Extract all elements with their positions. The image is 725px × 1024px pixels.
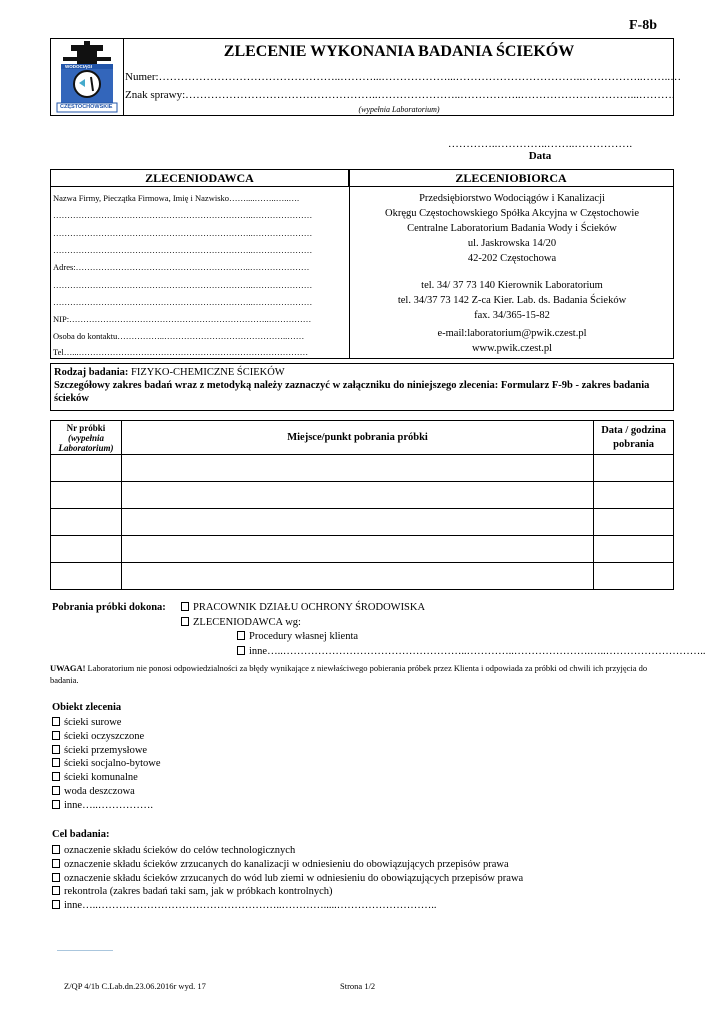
sampling-option-staff-label: PRACOWNIK DZIAŁU OCHRONY ŚRODOWISKA	[193, 602, 426, 613]
research-type-value: FIZYKO-CHEMICZNE ŚCIEKÓW	[131, 367, 285, 378]
contractor-line: ul. Jaskrowska 14/20	[467, 238, 557, 249]
logo-text-top: WODOCIĄGI	[65, 64, 92, 69]
date-label: Data	[528, 150, 552, 162]
list-item-label: woda deszczowa	[64, 785, 135, 797]
sampling-label: Pobrania próbki dokona:	[52, 602, 166, 613]
checkbox[interactable]	[52, 859, 60, 868]
client-line-field[interactable]: ……………………………………………………………..…………………	[53, 297, 313, 307]
column-divider	[349, 170, 350, 358]
parties-table	[50, 169, 674, 359]
sampling-option-client-label: ZLECENIODAWCA wg:	[193, 617, 301, 628]
contractor-contact: fax. 34/365-15-82	[474, 310, 550, 321]
list-item[interactable]	[52, 716, 161, 730]
sampling-option-staff[interactable]	[181, 602, 425, 613]
client-name-field[interactable]: Nazwa Firmy, Pieczątka Firmowa, Imię i Nazwisko……....……..…..….	[53, 193, 300, 203]
list-item[interactable]	[52, 757, 161, 771]
checkbox[interactable]	[181, 602, 189, 611]
checkbox[interactable]	[52, 745, 60, 754]
list-item[interactable]	[52, 858, 523, 872]
checkbox[interactable]	[52, 886, 60, 895]
footer-divider	[57, 950, 113, 951]
sample-number-cell[interactable]	[51, 455, 122, 482]
client-header: ZLECENIODAWCA	[51, 170, 349, 187]
sample-date-cell[interactable]	[594, 536, 674, 563]
object-list	[52, 716, 161, 813]
form-code: F-8b	[629, 18, 657, 33]
list-item-label: ścieki socjalno-bytowe	[64, 758, 161, 770]
client-contact-person-field[interactable]: Osoba do kontaktu……………..……………………………………..……	[53, 331, 305, 341]
list-item-label: ścieki komunalne	[64, 772, 138, 784]
contractor-header: ZLECENIOBIORCA	[349, 170, 673, 187]
numer-field[interactable]: Numer:…………………………………………..………...………………...……………………………..……………..……..…	[125, 71, 682, 83]
document-id: Z/QP 4/1b C.Lab.dn.23.06.2016r wyd. 17	[64, 981, 206, 991]
sample-place-cell[interactable]	[121, 509, 593, 536]
laboratory-note: (wypełnia Laboratorium)	[358, 105, 440, 114]
list-item-label: inne…..……………………………………………..………….....………………………..	[64, 900, 437, 912]
client-address-field[interactable]: Adres:……………………………………………………..…………………	[53, 262, 310, 272]
sample-place-cell[interactable]	[121, 455, 593, 482]
sampling-option-own-procedure[interactable]	[237, 631, 358, 642]
checkbox[interactable]	[52, 800, 60, 809]
list-item[interactable]	[52, 785, 161, 799]
list-item-label: inne…..…………….	[64, 799, 153, 811]
client-line-field[interactable]: ……………………………………………………………..…………………	[53, 210, 313, 220]
checkbox[interactable]	[237, 631, 245, 640]
table-row	[51, 482, 674, 509]
table-row	[51, 509, 674, 536]
sample-place-cell[interactable]	[121, 482, 593, 509]
contractor-contact: tel. 34/37 73 142 Z-ca Kier. Lab. ds. Badania Ścieków	[397, 295, 627, 306]
checkbox[interactable]	[52, 758, 60, 767]
list-item[interactable]	[52, 799, 161, 813]
list-item-label: oznaczenie składu ścieków do celów technologicznych	[64, 845, 296, 856]
list-item[interactable]	[52, 844, 523, 858]
samples-table	[50, 420, 674, 590]
sample-number-cell[interactable]	[51, 536, 122, 563]
contractor-line: Okręgu Częstochowskiego Spółka Akcyjna w Częstochowie	[385, 208, 639, 219]
sample-number-label: Nr próbki	[66, 422, 106, 433]
client-line-field[interactable]: ……………………………………………………………..…………………	[53, 280, 313, 290]
sampling-option-own-procedure-label: Procedury własnej klienta	[249, 631, 359, 642]
company-logo	[51, 39, 124, 115]
list-item[interactable]	[52, 730, 161, 744]
research-scope-text: Szczegółowy zakres badań wraz z metodyką należy zaznaczyć w załączniku do niniejszego zlecenia: Formularz F-9b - zakres badania ścieków	[54, 380, 650, 404]
sample-date-cell[interactable]	[594, 482, 674, 509]
sample-place-cell[interactable]	[121, 563, 593, 590]
warning-note	[50, 662, 674, 686]
list-item-label: rekontrola (zakres badań taki sam, jak w próbkach kontrolnych)	[64, 886, 333, 898]
checkbox[interactable]	[52, 717, 60, 726]
checkbox[interactable]	[52, 900, 60, 909]
list-item-label: ścieki przemysłowe	[64, 744, 148, 756]
sample-number-cell[interactable]	[51, 509, 122, 536]
checkbox[interactable]	[52, 873, 60, 882]
form-title: ZLECENIE WYKONANIA BADANIA ŚCIEKÓW	[223, 43, 575, 60]
sample-date-cell[interactable]	[594, 509, 674, 536]
object-title: Obiekt zlecenia	[52, 702, 122, 713]
contractor-line: Centralne Laboratorium Badania Wody i Ścieków	[407, 223, 617, 234]
list-item-label: oznaczenie składu ścieków zrzucanych do kanalizacji w odniesieniu do obowiązujących przepisów prawa	[64, 858, 509, 870]
list-item-label: ścieki surowe	[64, 717, 122, 728]
client-nip-field[interactable]: NIP:……………………………………………………………..……………	[53, 314, 312, 324]
sampling-option-client[interactable]	[181, 617, 301, 628]
sample-date-cell[interactable]	[594, 563, 674, 590]
research-type-label: Rodzaj badania:	[54, 367, 129, 378]
form-header	[50, 38, 682, 116]
client-phone-field[interactable]: Tel…...………………………………………………………………………	[53, 347, 309, 357]
sampling-option-other-label: inne…..……………………………………………..…………..………………….…..………………………..	[249, 646, 706, 657]
checkbox[interactable]	[237, 646, 245, 655]
table-row	[51, 563, 674, 590]
checkbox[interactable]	[52, 731, 60, 740]
purpose-list	[52, 844, 523, 913]
purpose-title: Cel badania:	[52, 829, 110, 840]
checkbox[interactable]	[52, 845, 60, 854]
warning-text: Laboratorium nie ponosi odpowiedzialności za błędy wynikające z niewłaściwego pobierania próbek przez Klienta i odpowiada za próbki od chwili ich przyjęcia do badania.	[50, 663, 648, 685]
contractor-line: 42-202 Częstochowa	[467, 253, 557, 264]
sample-number-note: (wypełnia Laboratorium)	[58, 432, 114, 453]
sample-number-cell[interactable]	[51, 482, 122, 509]
list-item-label: oznaczenie składu ścieków zrzucanych do wód lub ziemi w odniesieniu do obowiązujących przepisów prawa	[64, 872, 524, 884]
table-row	[51, 455, 674, 482]
sampling-option-other[interactable]	[237, 646, 705, 657]
list-item[interactable]	[52, 899, 523, 913]
logo-text-bottom: CZĘSTOCHOWSKIE	[60, 104, 113, 110]
checkbox[interactable]	[181, 617, 189, 626]
warning-label: UWAGA!	[50, 663, 86, 673]
checkbox[interactable]	[52, 786, 60, 795]
contractor-website: www.pwik.czest.pl	[471, 343, 553, 354]
znak-sprawy-field[interactable]: Znak sprawy:……………………………………………..…………………..……………..…………………………...……….	[125, 89, 675, 101]
sample-date-cell[interactable]	[594, 455, 674, 482]
checkbox[interactable]	[52, 772, 60, 781]
contractor-email: e-mail:laboratorium@pwik.czest.pl	[437, 328, 587, 339]
list-item[interactable]	[52, 771, 161, 785]
sample-place-header: Miejsce/punkt pobrania próbki	[121, 421, 593, 455]
page-number: Strona 1/2	[340, 981, 376, 991]
list-item[interactable]	[52, 744, 161, 758]
list-item-label: ścieki oczyszczone	[64, 730, 145, 742]
date-field[interactable]: …………..…………..……..…………….	[447, 138, 633, 150]
sample-number-header	[51, 421, 122, 455]
research-type-box	[50, 363, 674, 411]
list-item[interactable]	[52, 885, 523, 899]
sample-date-header: Data / godzina pobrania	[594, 421, 674, 455]
contractor-contact: tel. 34/ 37 73 140 Kierownik Laboratorium	[421, 280, 603, 291]
table-row	[51, 536, 674, 563]
sample-number-cell[interactable]	[51, 563, 122, 590]
client-line-field[interactable]: ……………………………………………………………..…………………	[53, 228, 313, 238]
contractor-line: Przedsiębiorstwo Wodociągów i Kanalizacji	[419, 193, 605, 204]
list-item[interactable]	[52, 872, 523, 886]
sample-place-cell[interactable]	[121, 536, 593, 563]
client-line-field[interactable]: ……………………………………………………………..…………………	[53, 245, 313, 255]
